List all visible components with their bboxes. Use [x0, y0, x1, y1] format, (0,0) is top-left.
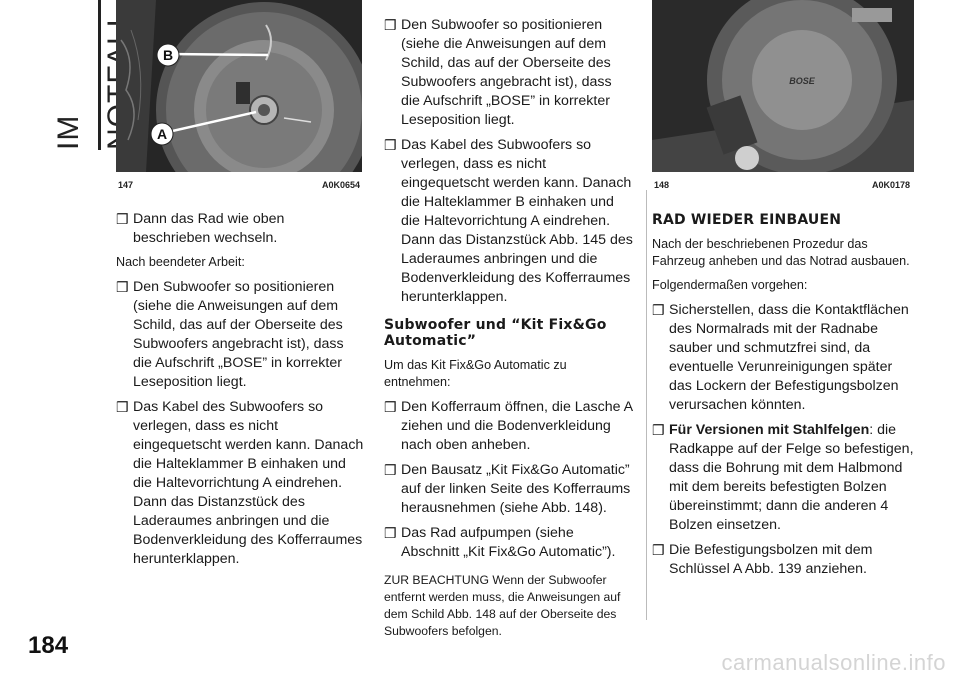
checkbox-icon: ❒ — [384, 525, 397, 541]
checkbox-icon: ❒ — [384, 17, 397, 33]
checkbox-icon: ❒ — [116, 279, 129, 295]
checkbox-icon: ❒ — [384, 137, 397, 153]
note-paragraph: ZUR BEACHTUNG Wenn der Subwoofer entfernt werden muss, die Anweisungen auf dem Schild Abb. 148 auf der Oberseite des Subwoofers befolgen. — [384, 573, 621, 638]
checkbox-icon: ❒ — [652, 302, 665, 318]
list-item: ❒ Dann das Rad wie oben beschrieben wechseln. — [116, 211, 285, 246]
figure-147-image — [116, 0, 362, 172]
speaker-logo-text: BOSE — [789, 76, 815, 86]
column-middle — [384, 16, 634, 640]
checkbox-icon: ❒ — [384, 462, 397, 478]
column-left — [116, 0, 364, 575]
section-tab-title: IM — [52, 114, 85, 150]
list-item: ❒ Für Versionen mit Stahlfelgen: die Radkappe auf der Felge so befestigen, dass die Bohrung mit dem Halbmond mit dem bereits befestigten Bolzen übereinstimmt; dann die anderen 4 Bolzen einsetzen. — [652, 422, 914, 533]
figure-code: A0K0178 — [871, 180, 910, 190]
subwoofer-illustration — [116, 0, 362, 172]
column-divider — [646, 190, 647, 620]
callout-b-label: B — [162, 47, 174, 63]
list-item: ❒ Sicherstellen, dass die Kontaktflächen des Normalrads mit der Radnabe sauber und schmutzfrei sind, da eventuelle Verunreinigungen später das Lockern der Befestigungsbolzen verursachen könnten. — [652, 302, 909, 413]
checkbox-icon: ❒ — [116, 211, 129, 227]
figure-148-caption — [652, 172, 914, 192]
figure-code: A0K0654 — [321, 180, 360, 190]
checkbox-icon: ❒ — [116, 399, 129, 415]
checkbox-icon: ❒ — [384, 399, 397, 415]
checkbox-icon: ❒ — [652, 542, 665, 558]
list-item: ❒ Den Subwoofer so positionieren (siehe die Anweisungen auf dem Schild, das auf der Oberseite des Subwoofers angebracht ist), dass die Aufschrift „BOSE” in korrekter Leseposition liegt. — [384, 17, 612, 128]
figure-147-caption — [116, 172, 364, 192]
list-item: ❒ Das Rad aufpumpen (siehe Abschnitt „Kit Fix&Go Automatic”). — [384, 525, 616, 560]
callout-a-label: A — [156, 126, 168, 142]
paragraph: Folgendermaßen vorgehen: — [652, 278, 808, 292]
bold-label: Für Versionen mit Stahlfelgen — [669, 422, 870, 438]
paragraph: Nach beendeter Arbeit: — [116, 255, 245, 269]
section-tab-rule — [98, 0, 101, 150]
figure-148-image — [652, 0, 914, 172]
list-item: ❒ Den Bausatz „Kit Fix&Go Automatic” auf der linken Seite des Kofferraums herausnehmen (siehe Abb. 148). — [384, 462, 631, 516]
figure-number: 148 — [654, 180, 670, 190]
list-item: ❒ Das Kabel des Subwoofers so verlegen, dass es nicht eingequetscht werden kann. Danach die Halteklammer B einhaken und die Haltevorrichtung A eindrehen. Dann das Distanzstück Abb. 145 des Laderaumes anbringen und die Bodenverkleidung des Kofferraumes herunterklappen. — [384, 137, 633, 305]
watermark-text: carmanualsonline.info — [721, 650, 946, 675]
list-item: ❒ Das Kabel des Subwoofers so verlegen, dass es nicht eingequetscht werden kann. Danach die Halteklammer B einhaken und die Haltevorrichtung A eindrehen. Dann das Distanzstück des Laderaumes anbringen und die Bodenverkleidung des Kofferraumes herunterklappen. — [116, 399, 364, 567]
figure-number: 147 — [118, 180, 134, 190]
checkbox-icon: ❒ — [652, 422, 665, 438]
section-heading: RAD WIEDER EINBAUEN — [652, 212, 842, 228]
column-right — [652, 0, 914, 585]
paragraph: Nach der beschriebenen Prozedur das Fahrzeug anheben und das Notrad ausbauen. — [652, 237, 910, 268]
list-item: ❒ Den Subwoofer so positionieren (siehe die Anweisungen auf dem Schild, das auf der Oberseite des Subwoofers angebracht ist), dass die Aufschrift „BOSE” in korrekter Leseposition liegt. — [116, 279, 344, 390]
paragraph: Um das Kit Fix&Go Automatic zu entnehmen: — [384, 358, 567, 389]
trunk-illustration — [652, 0, 914, 172]
list-item: ❒ Die Befestigungsbolzen mit dem Schlüssel A Abb. 139 anziehen. — [652, 542, 873, 577]
page-number: 184 — [28, 632, 69, 659]
list-item: ❒ Den Kofferraum öffnen, die Lasche A ziehen und die Bodenverkleidung nach oben anheben. — [384, 399, 633, 453]
section-heading: Subwoofer und “Kit Fix&Go Automatic” — [384, 317, 607, 349]
